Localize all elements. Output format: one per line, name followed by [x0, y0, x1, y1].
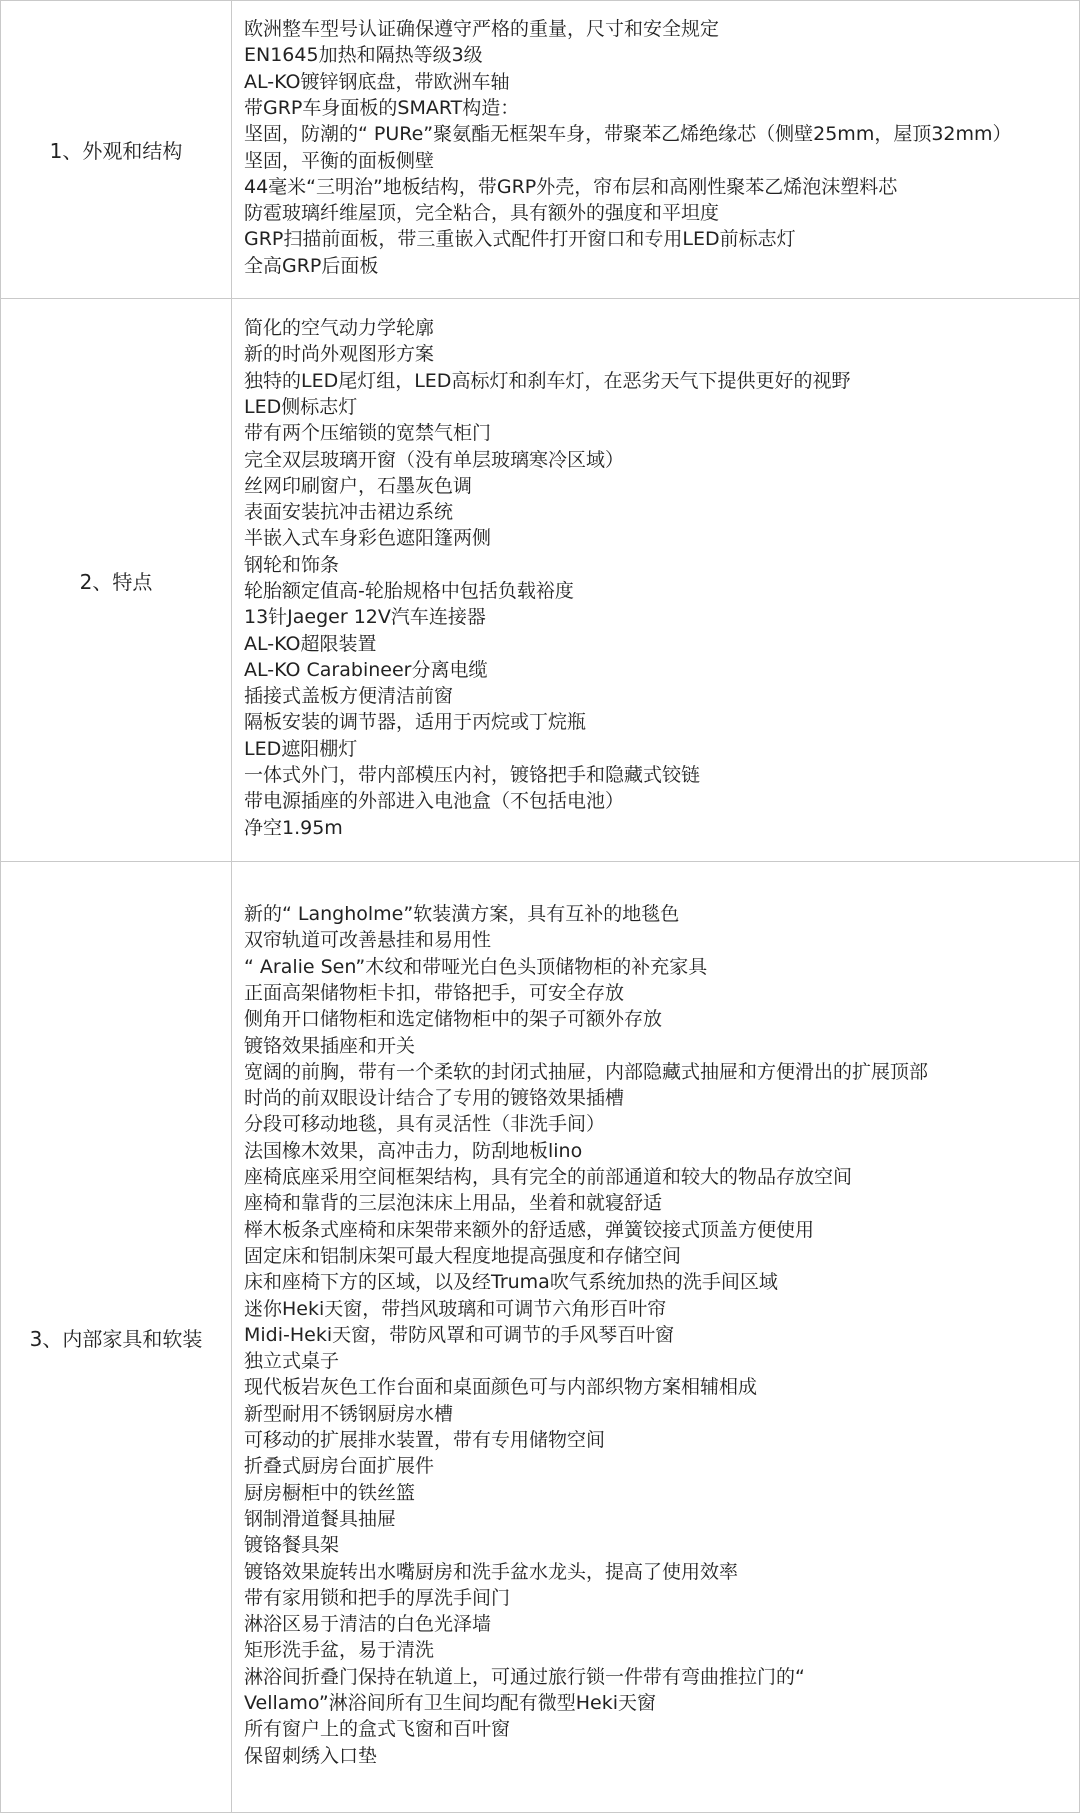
section-title-cell — [1, 862, 232, 1813]
feature-item: 保留刺绣入口垫 — [244, 1744, 378, 1767]
feature-item: LED侧标志灯 — [244, 395, 358, 418]
feature-item: 可移动的扩展排水装置，带有专用储物空间 — [244, 1429, 606, 1452]
feature-item: 13针Jaeger 12V汽车连接器 — [244, 606, 486, 629]
feature-item: 现代板岩灰色工作台面和桌面颜色可与内部织物方案相辅相成 — [244, 1376, 758, 1399]
feature-item: Midi-Heki天窗，带防风罩和可调节的手风琴百叶窗 — [244, 1323, 675, 1346]
feature-item: 淋浴间折叠门保持在轨道上，可通过旅行锁一件带有弯曲推拉门的“ — [244, 1665, 805, 1688]
feature-item: 正面高架储物柜卡扣，带铬把手，可安全存放 — [244, 981, 625, 1004]
feature-item: 坚固，平衡的面板侧壁 — [244, 149, 435, 172]
spec-table-body — [1, 1, 1080, 1813]
feature-item: Vellamo”淋浴间所有卫生间均配有微型Heki天窗 — [244, 1692, 656, 1714]
feature-item: 折叠式厨房台面扩展件 — [244, 1455, 435, 1478]
feature-item: 座椅和靠背的三层泡沫床上用品，坐着和就寝舒适 — [244, 1192, 663, 1215]
feature-item: 防雹玻璃纤维屋顶，完全粘合，具有额外的强度和平坦度 — [244, 202, 720, 225]
feature-item: 带电源插座的外部进入电池盒（不包括电池） — [244, 790, 625, 813]
feature-item: 欧洲整车型号认证确保遵守严格的重量，尺寸和安全规定 — [244, 18, 720, 41]
feature-item: 榉木板条式座椅和床架带来额外的舒适感，弹簧铰接式顶盖方便使用 — [244, 1218, 815, 1241]
feature-item: 简化的空气动力学轮廓 — [244, 317, 435, 340]
feature-item: 时尚的前双眼设计结合了专用的镀铬效果插槽 — [244, 1087, 625, 1110]
feature-item: 新的时尚外观图形方案 — [244, 343, 435, 366]
feature-item: 坚固，防潮的“ PURe”聚氨酯无框架车身，带聚苯乙烯绝缘芯（侧壁25mm，屋顶32mm） — [244, 123, 1012, 146]
feature-item: AL-KO镀锌钢底盘，带欧洲车轴 — [244, 70, 510, 93]
section-title: 2、特点 — [79, 569, 153, 594]
feature-item: 钢轮和饰条 — [244, 553, 340, 576]
feature-item: 双帘轨道可改善悬挂和易用性 — [244, 929, 492, 952]
feature-item: 矩形洗手盆，易于清洗 — [244, 1639, 435, 1662]
feature-item: 半嵌入式车身彩色遮阳篷两侧 — [244, 527, 492, 550]
feature-item: 侧角开口储物柜和选定储物柜中的架子可额外存放 — [244, 1008, 663, 1031]
feature-item: 固定床和铝制床架可最大程度地提高强度和存储空间 — [244, 1244, 682, 1267]
section-title: 1、外观和结构 — [49, 139, 183, 163]
section-row-features — [1, 299, 1080, 862]
feature-item: 座椅底座采用空间框架结构，具有完全的前部通道和较大的物品存放空间 — [244, 1166, 853, 1189]
feature-item: 轮胎额定值高-轮胎规格中包括负载裕度 — [244, 580, 574, 602]
feature-item: 钢制滑道餐具抽屉 — [244, 1507, 397, 1530]
feature-item: 完全双层玻璃开窗（没有单层玻璃寒冷区域） — [244, 448, 625, 471]
feature-item: 镀铬效果旋转出水嘴厨房和洗手盆水龙头，提高了使用效率 — [244, 1560, 739, 1583]
section-row-interior — [1, 862, 1080, 1813]
section-items-cell — [232, 299, 1080, 862]
section-title-cell — [1, 299, 232, 862]
feature-item: 带有家用锁和把手的厚洗手间门 — [244, 1586, 511, 1609]
feature-item: 淋浴区易于清洁的白色光泽墙 — [244, 1613, 492, 1636]
feature-item: 丝网印刷窗户，石墨灰色调 — [244, 474, 473, 497]
feature-item: 新的“ Langholme”软装潢方案，具有互补的地毯色 — [244, 903, 680, 926]
feature-item: 分段可移动地毯，具有灵活性（非洗手间） — [244, 1113, 606, 1136]
feature-item: 独立式桌子 — [244, 1350, 340, 1373]
feature-item: 镀铬效果插座和开关 — [244, 1034, 416, 1057]
feature-item: AL-KO Carabineer分离电缆 — [244, 658, 488, 681]
feature-item: 所有窗户上的盒式飞窗和百叶窗 — [244, 1718, 511, 1741]
feature-item: AL-KO超限装置 — [244, 632, 377, 655]
feature-item: 厨房橱柜中的铁丝篮 — [244, 1481, 416, 1504]
section-items-cell — [232, 1, 1080, 299]
feature-list — [244, 315, 1079, 841]
feature-item: “ Aralie Sen”木纹和带哑光白色头顶储物柜的补充家具 — [244, 955, 708, 978]
section-row-exterior — [1, 1, 1080, 299]
feature-item: 迷你Heki天窗，带挡风玻璃和可调节六角形百叶帘 — [244, 1297, 667, 1320]
feature-item: 带GRP车身面板的SMART构造： — [244, 96, 520, 119]
feature-item: 隔板安装的调节器，适用于丙烷或丁烷瓶 — [244, 711, 587, 734]
feature-item: 床和座椅下方的区域，以及经Truma吹气系统加热的洗手间区域 — [244, 1271, 778, 1294]
section-items-cell — [232, 862, 1080, 1813]
feature-item: LED遮阳棚灯 — [244, 737, 358, 760]
feature-item: 净空1.95m — [244, 816, 343, 839]
feature-item: 表面安装抗冲击裙边系统 — [244, 501, 454, 524]
feature-item: 全高GRP后面板 — [244, 254, 379, 277]
feature-item: 插接式盖板方便清洁前窗 — [244, 685, 454, 708]
feature-item: EN1645加热和隔热等级3级 — [244, 44, 483, 67]
feature-item: 宽阔的前胸，带有一个柔软的封闭式抽屉，内部隐藏式抽屉和方便滑出的扩展顶部 — [244, 1060, 929, 1083]
feature-list — [244, 901, 1079, 1769]
feature-item: GRP扫描前面板，带三重嵌入式配件打开窗口和专用LED前标志灯 — [244, 228, 796, 251]
feature-item: 带有两个压缩锁的宽禁气柜门 — [244, 422, 492, 445]
feature-item: 44毫米“三明治”地板结构，带GRP外壳，帘布层和高刚性聚苯乙烯泡沫塑料芯 — [244, 175, 898, 198]
feature-list — [244, 16, 1079, 279]
feature-item: 新型耐用不锈钢厨房水槽 — [244, 1402, 454, 1425]
feature-item: 一体式外门，带内部模压内衬，镀铬把手和隐藏式铰链 — [244, 764, 701, 787]
feature-item: 法国橡木效果，高冲击力，防刮地板lino — [244, 1139, 583, 1162]
feature-item: 镀铬餐具架 — [244, 1534, 340, 1557]
feature-item: 独特的LED尾灯组，LED高标灯和刹车灯，在恶劣天气下提供更好的视野 — [244, 369, 851, 392]
section-title: 3、内部家具和软装 — [29, 1326, 203, 1351]
section-title-cell — [1, 1, 232, 299]
